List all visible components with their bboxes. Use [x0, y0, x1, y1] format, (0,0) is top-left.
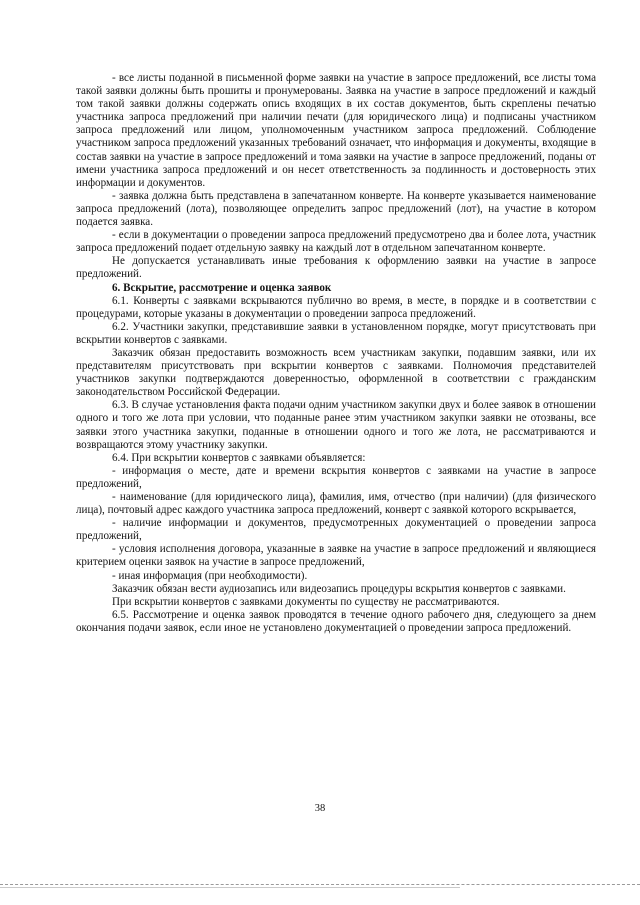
document-body — [76, 72, 596, 635]
paragraph: - заявка должна быть представлена в запечатанном конверте. На конверте указывается наименование запроса предложений (лота), позволяющее определить запрос предложений (лот), на участие в котором подается заявка. — [76, 189, 596, 229]
scan-artifact-line — [0, 887, 460, 888]
page-number: 38 — [314, 803, 326, 814]
paragraph: 6.3. В случае установления факта подачи одним участником закупки двух и более заявок в отношении одного и того же лота при условии, что поданные ранее этим участником закупки заявки не отозваны, все заявки этого участника закупки, поданные в отношении одного и того же лота, не рассматриваются и возвращаются этому участнику закупки. — [76, 399, 596, 451]
section-heading: 6. Вскрытие, рассмотрение и оценка заявок — [112, 281, 332, 294]
paragraph: - наименование (для юридического лица), фамилия, имя, отчество (при наличии) (для физического лица), почтовый адрес каждого участника запроса предложений, конверт с заявкой которого вскрывается, — [76, 491, 596, 517]
paragraph: Заказчик обязан предоставить возможность всем участникам закупки, подавшим заявки, или их представителям присутствовать при вскрытии конвертов с заявками. Полномочия представителей участников закупки подтверждаются доверенностью, оформленной в соответствии с гражданским законодательством Российской Федерации. — [76, 346, 596, 399]
paragraph: Не допускается устанавливать иные требования к оформлению заявки на участие в запросе предложений. — [76, 255, 596, 281]
paragraph: - наличие информации и документов, предусмотренных документацией о проведении запроса предложений, — [76, 517, 596, 543]
scan-artifact-line — [0, 884, 640, 885]
paragraph: - информация о месте, дате и времени вскрытия конвертов с заявками на участие в запросе предложений, — [76, 464, 596, 490]
paragraph: Заказчик обязан вести аудиозапись или видеозапись процедуры вскрытия конвертов с заявками. — [112, 582, 566, 595]
paragraph: - условия исполнения договора, указанные в заявке на участие в запросе предложений и являющиеся критерием оценки заявок на участие в запросе предложений, — [76, 543, 596, 569]
paragraph: - все листы поданной в письменной форме заявки на участие в запросе предложений, все листы тома такой заявки должны быть прошиты и пронумерованы. Заявка на участие в запросе предложений и каждый том такой заявки должны содержать опись входящих в их состав документов, быть скреплены печатью участника запроса предложений при наличии печати (для юридического лица) и подписаны участником запроса предложений или лицом, уполномоченным участником запроса предложений. Соблюдение участником запроса предложений указанных требований означает, что информация и документы, входящие в состав заявки на участие в запросе предложений и тома заявки на участие в запросе предложений, поданы от имени участника запроса предложений и он несет ответственность за подлинность и достоверность этих информации и документов. — [76, 72, 596, 189]
paragraph: При вскрытии конвертов с заявками документы по существу не рассматриваются. — [112, 595, 500, 608]
paragraph: 6.4. При вскрытии конвертов с заявками объявляется: — [112, 451, 366, 464]
paragraph: 6.5. Рассмотрение и оценка заявок проводятся в течение одного рабочего дня, следующего за днем окончания подачи заявок, если иное не установлено документацией о проведении запроса предложений. — [76, 608, 596, 634]
paragraph: 6.1. Конверты с заявками вскрываются публично во время, в месте, в порядке и в соответствии с процедурами, которые указаны в документации о проведении запроса предложений. — [76, 294, 596, 320]
paragraph: - если в документации о проведении запроса предложений предусмотрено два и более лота, участник запроса предложений подает отдельную заявку на каждый лот в отдельном запечатанном конверте. — [76, 229, 596, 255]
paragraph: - иная информация (при необходимости). — [112, 569, 308, 582]
paragraph: 6.2. Участники закупки, представившие заявки в установленном порядке, могут присутствовать при вскрытии конвертов с заявками. — [76, 320, 596, 346]
